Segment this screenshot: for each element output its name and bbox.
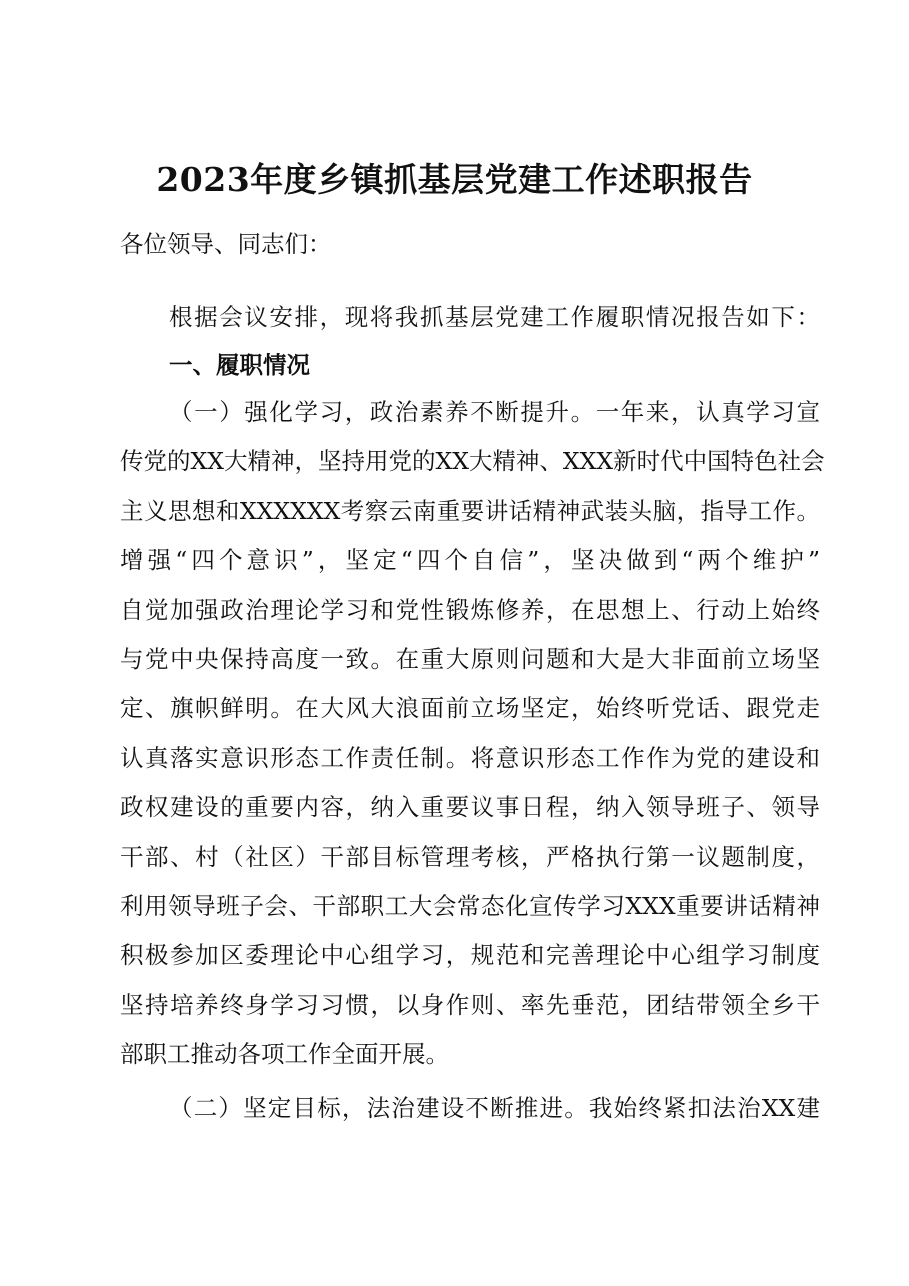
intro-paragraph: 根据会议安排，现将我抓基层党建工作履职情况报告如下： <box>169 303 820 331</box>
paragraph-line: 增强“四个意识”，坚定“四个自信”，坚决做到“两个维护” <box>120 546 820 574</box>
paragraph-line: 定、旗帜鲜明。在大风大浪面前立场坚定，始终听党话、跟党走 <box>120 694 820 722</box>
salutation: 各位领导、同志们： <box>120 230 332 258</box>
section-heading: 一、履职情况 <box>169 351 310 379</box>
paragraph-line: 积极参加区委理论中心组学习，规范和完善理论中心组学习制度 <box>120 941 820 969</box>
paragraph-line: 部职工推动各项工作全面开展。 <box>120 1040 449 1068</box>
paragraph-line: 主义思想和XXXXXX考察云南重要讲话精神武装头脑，指导工作。 <box>120 497 820 525</box>
paragraph-line: （一）强化学习，政治素养不断提升。一年来，认真学习宣 <box>169 398 820 426</box>
paragraph-line: 认真落实意识形态工作责任制。将意识形态工作作为党的建设和 <box>120 744 820 772</box>
paragraph-line: 自觉加强政治理论学习和党性锻炼修养，在思想上、行动上始终 <box>120 596 820 624</box>
paragraph-line: 利用领导班子会、干部职工大会常态化宣传学习XXX重要讲话精神 <box>120 892 820 920</box>
paragraph-line: （二）坚定目标，法治建设不断推进。我始终紧扣法治XX建 <box>169 1094 820 1122</box>
paragraph-line: 坚持培养终身学习习惯，以身作则、率先垂范，团结带领全乡干 <box>120 991 820 1019</box>
paragraph-line: 政权建设的重要内容，纳入重要议事日程，纳入领导班子、领导 <box>120 793 820 821</box>
paragraph-line: 传党的XX大精神，坚持用党的XX大精神、XXX新时代中国特色社会 <box>120 447 825 475</box>
paragraph-line: 干部、村（社区）干部目标管理考核，严格执行第一议题制度， <box>120 843 820 871</box>
document-title: 2023年度乡镇抓基层党建工作述职报告 <box>156 160 753 199</box>
paragraph-line: 与党中央保持高度一致。在重大原则问题和大是大非面前立场坚 <box>120 645 820 673</box>
